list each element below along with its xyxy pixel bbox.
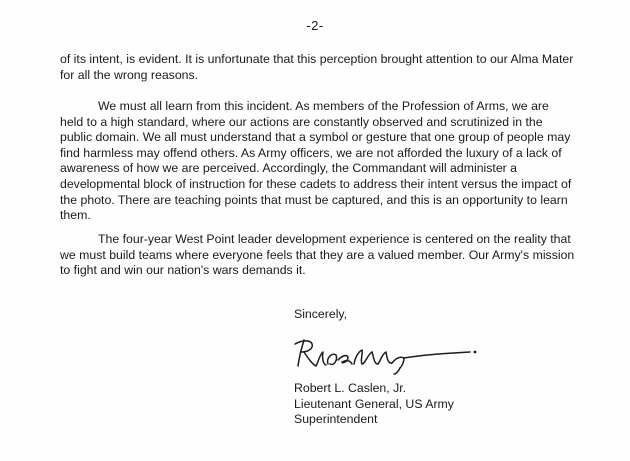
- closing: Sincerely,: [294, 307, 348, 321]
- paragraph-continuation: of its intent, is evident. It is unfortunate that this perception brought attention to our Alma Mater for all the wrong reasons.: [60, 52, 574, 82]
- signatory-rank: Lieutenant General, US Army: [294, 396, 454, 411]
- signature-block: [294, 381, 454, 428]
- signatory-name: Robert L. Caslen, Jr.: [294, 381, 407, 395]
- paragraph-learn-from-incident: We must all learn from this incident. As members of the Profession of Arms, we are held to a high standard, where our actions are constantly observed and scrutinized in the public domain. We all must understand that a symbol or gesture that one group of people may find harmless may offend others. As Army officers, we are not afforded the luxury of a lack of awareness of how we are perceived. Accordingly, the Commandant will administer a developmental block of instruction for these cadets to address their intent versus the impact of the photo. There are teaching points that must be captured, and this is an opportunity to learn them.: [60, 99, 572, 223]
- page-number: -2-: [306, 18, 324, 33]
- signatory-title: Superintendent: [294, 412, 378, 427]
- handwritten-signature: [292, 330, 492, 376]
- paragraph-leader-development: The four-year West Point leader development experience is centered on the reality that we must build teams where everyone feels that they are a valued member. Our Army's mission to fight and win our nation's wars demands it.: [60, 232, 575, 278]
